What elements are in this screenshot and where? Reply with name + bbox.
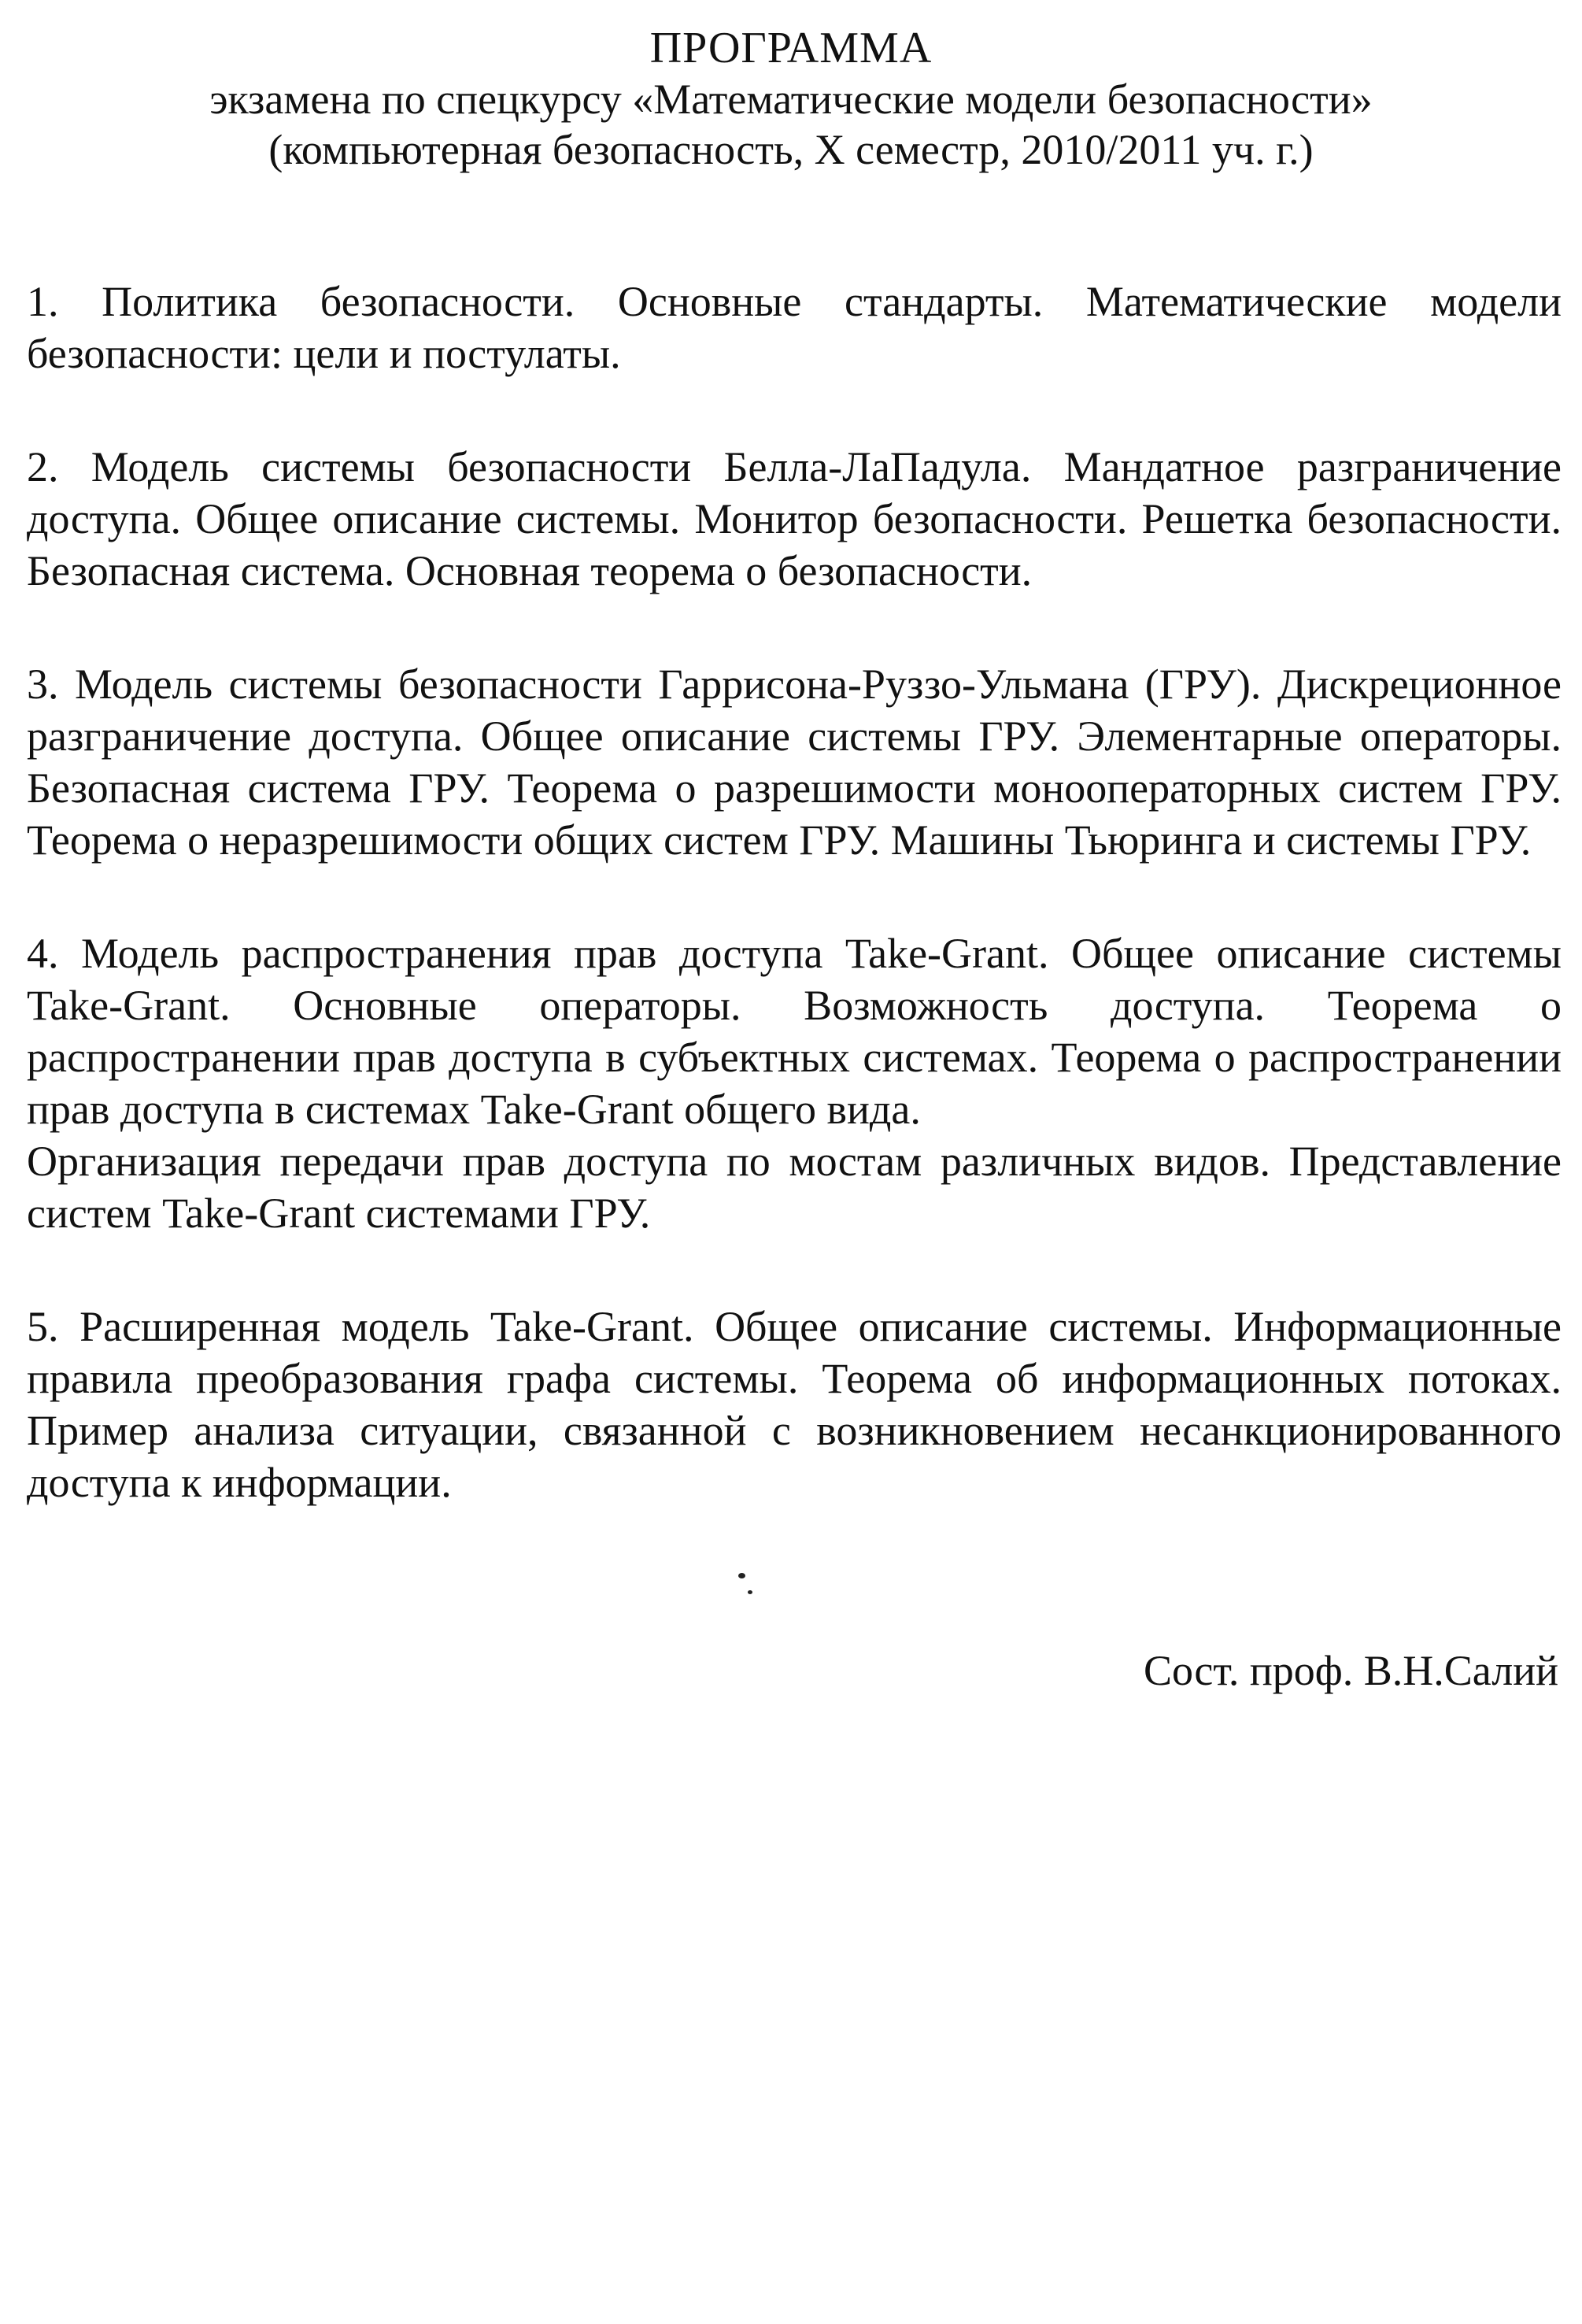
document-header: [0, 22, 1582, 175]
exam-topic-1-text: 1. Политика безопасности. Основные стандарты. Математические модели безопасности: цели и постулаты.: [27, 278, 1562, 377]
exam-topic-3-text: 3. Модель системы безопасности Гаррисона-Руззо-Ульмана (ГРУ). Дискреционное разграничение доступа. Общее описание системы ГРУ. Элементарные операторы. Безопасная система ГРУ. Теорема о разрешимости монооператорных систем ГРУ. Теорема о неразрешимости общих систем ГРУ. Машины Тьюринга и системы ГРУ.: [27, 661, 1562, 864]
exam-topic-5: [27, 1301, 1562, 1508]
document-subtitle-line-1: экзамена по спецкурсу «Математические модели безопасности»: [209, 76, 1373, 123]
exam-topic-2: [27, 441, 1562, 597]
exam-topic-4-text: 4. Модель распространения прав доступа Take-Grant. Общее описание системы Take-Grant. Основные операторы. Возможность доступа. Теорема о распространении прав доступа в субъектных системах. Теорема о распространении прав доступа в системах Take-Grant общего вида.: [27, 930, 1562, 1133]
exam-topic-1: [27, 276, 1562, 379]
document-title: ПРОГРАММА: [649, 24, 933, 72]
scan-speck: [738, 1573, 745, 1578]
scan-speck: [748, 1590, 752, 1594]
document-subtitle-line-2: (компьютерная безопасность, X семестр, 2010/2011 уч. г.): [268, 126, 1314, 173]
exam-topic-2-text: 2. Модель системы безопасности Белла-ЛаПадула. Мандатное разграничение доступа. Общее описание системы. Монитор безопасности. Решетка безопасности. Безопасная система. Основная теорема о безопасности.: [27, 443, 1562, 594]
exam-topic-3: [27, 658, 1562, 866]
exam-topic-4: [27, 927, 1562, 1239]
exam-topic-5-text: 5. Расширенная модель Take-Grant. Общее описание системы. Информационные правила преобразования графа системы. Теорема об информационных потоках. Пример анализа ситуации, связанной с возникновением несанкционированного доступа к информации.: [27, 1303, 1562, 1506]
exam-topic-4-text-continued: Организация передачи прав доступа по мостам различных видов. Представление систем Take-Grant системами ГРУ.: [27, 1138, 1562, 1237]
document-signature: Сост. проф. В.Н.Салий: [1144, 1647, 1558, 1694]
exam-topics-list: [27, 276, 1562, 1570]
